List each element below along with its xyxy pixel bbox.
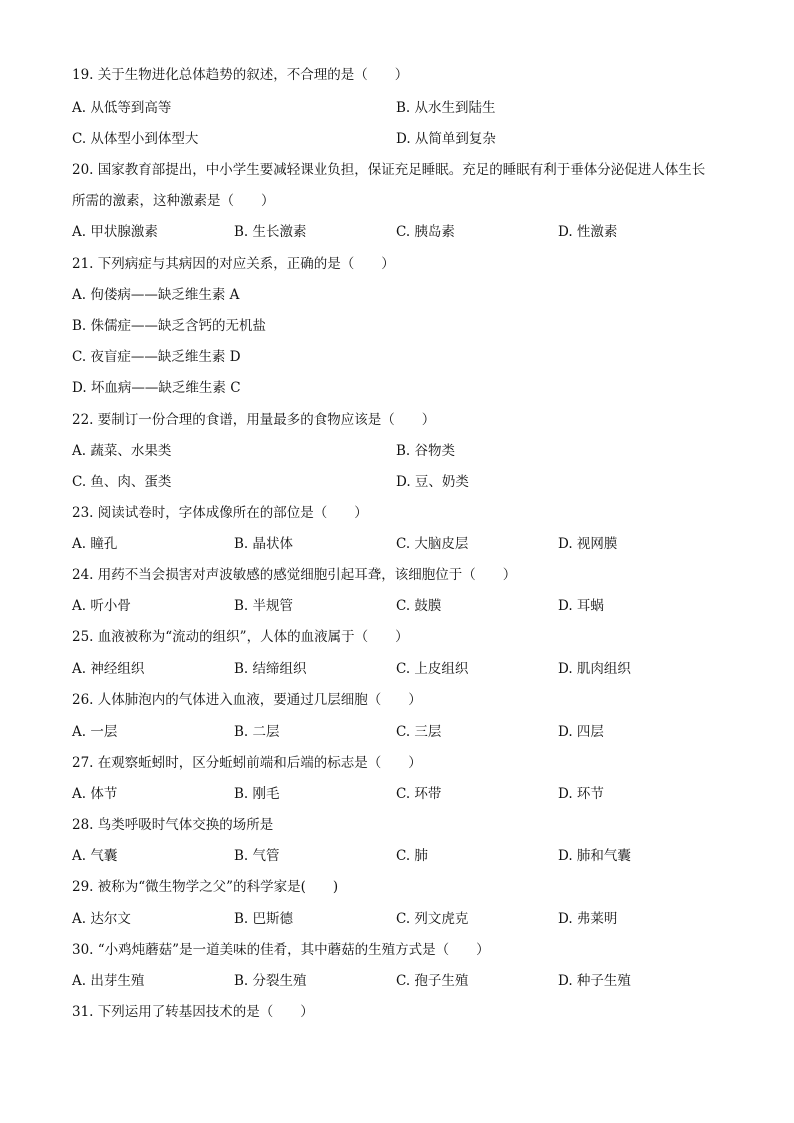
question-21-option-c: C. 夜盲症——缺乏维生素 D (72, 349, 241, 365)
question-19-option-d: D. 从简单到复杂 (396, 131, 496, 147)
question-23-stem: 23. 阅读试卷时，字体成像所在的部位是（ ） (72, 505, 368, 521)
question-25-option-d: D. 肌肉组织 (558, 661, 631, 677)
question-25-option-a: A. 神经组织 (72, 661, 145, 677)
question-29-option-a: A. 达尔文 (72, 911, 131, 927)
question-26-option-a: A. 一层 (72, 724, 118, 740)
question-28-option-a: A. 气囊 (72, 848, 118, 864)
question-28-stem: 28. 鸟类呼吸时气体交换的场所是 (72, 817, 274, 833)
question-24-option-c: C. 鼓膜 (396, 598, 442, 614)
question-27-option-c: C. 环带 (396, 786, 442, 802)
question-26-option-d: D. 四层 (558, 724, 604, 740)
question-23-option-a: A. 瞳孔 (72, 536, 118, 552)
question-19-option-a: A. 从低等到高等 (72, 100, 172, 116)
question-30-option-b: B. 分裂生殖 (234, 973, 307, 989)
question-23-option-d: D. 视网膜 (558, 536, 618, 552)
question-20-option-c: C. 胰岛素 (396, 224, 455, 240)
question-19-stem: 19. 关于生物进化总体趋势的叙述，不合理的是（ ） (72, 67, 409, 83)
question-27-stem: 27. 在观察蚯蚓时，区分蚯蚓前端和后端的标志是（ ） (72, 755, 422, 771)
question-27-option-b: B. 刚毛 (234, 786, 280, 802)
question-26-option-c: C. 三层 (396, 724, 442, 740)
question-20-stem: 20. 国家教育部提出，中小学生要减轻课业负担，保证充足睡眠。充足的睡眠有利于垂体分泌促进人体生长 (72, 162, 706, 178)
question-20-option-a: A. 甲状腺激素 (72, 224, 158, 240)
question-27-option-d: D. 环节 (558, 786, 604, 802)
question-30-stem: 30. “小鸡炖蘑菇”是一道美味的佳肴，其中蘑菇的生殖方式是（ ） (72, 942, 490, 958)
question-20-option-b: B. 生长激素 (234, 224, 307, 240)
question-25-option-c: C. 上皮组织 (396, 661, 469, 677)
question-28-option-b: B. 气管 (234, 848, 280, 864)
question-23-option-b: B. 晶状体 (234, 536, 294, 552)
question-24-option-d: D. 耳蜗 (558, 598, 604, 614)
question-21-option-d: D. 坏血病——缺乏维生素 C (72, 380, 241, 396)
question-30-option-d: D. 种子生殖 (558, 973, 631, 989)
question-26-stem: 26. 人体肺泡内的气体进入血液，要通过几层细胞（ ） (72, 692, 422, 708)
question-29-option-c: C. 列文虎克 (396, 911, 469, 927)
question-31-stem: 31. 下列运用了转基因技术的是（ ） (72, 1004, 314, 1020)
question-22-option-d: D. 豆、奶类 (396, 474, 469, 490)
question-20-option-d: D. 性激素 (558, 224, 618, 240)
question-19-option-b: B. 从水生到陆生 (396, 100, 496, 116)
question-21-stem: 21. 下列病症与其病因的对应关系，正确的是（ ） (72, 256, 395, 272)
question-29-option-b: B. 巴斯德 (234, 911, 294, 927)
question-24-option-a: A. 听小骨 (72, 598, 131, 614)
question-30-option-a: A. 出芽生殖 (72, 973, 145, 989)
question-20-stem-continued: 所需的激素，这种激素是（ ） (72, 193, 275, 209)
question-28-option-c: C. 肺 (396, 848, 428, 864)
question-30-option-c: C. 孢子生殖 (396, 973, 469, 989)
question-21-option-a: A. 佝偻病——缺乏维生素 A (72, 287, 240, 303)
question-22-option-b: B. 谷物类 (396, 443, 456, 459)
question-22-option-c: C. 鱼、肉、蛋类 (72, 474, 172, 490)
question-23-option-c: C. 大脑皮层 (396, 536, 469, 552)
question-19-option-c: C. 从体型小到体型大 (72, 131, 199, 147)
question-22-option-a: A. 蔬菜、水果类 (72, 443, 172, 459)
question-24-stem: 24. 用药不当会损害对声波敏感的感觉细胞引起耳聋，该细胞位于（ ） (72, 567, 517, 583)
question-22-stem: 22. 要制订一份合理的食谱，用量最多的食物应该是（ ） (72, 412, 436, 428)
question-24-option-b: B. 半规管 (234, 598, 294, 614)
question-21-option-b: B. 侏儒症——缺乏含钙的无机盐 (72, 318, 267, 334)
question-25-option-b: B. 结缔组织 (234, 661, 307, 677)
question-25-stem: 25. 血液被称为“流动的组织”，人体的血液属于（ ） (72, 629, 409, 645)
question-28-option-d: D. 肺和气囊 (558, 848, 631, 864)
question-26-option-b: B. 二层 (234, 724, 280, 740)
question-29-stem: 29. 被称为“微生物学之父”的科学家是( ) (72, 879, 339, 895)
question-27-option-a: A. 体节 (72, 786, 118, 802)
question-29-option-d: D. 弗莱明 (558, 911, 618, 927)
